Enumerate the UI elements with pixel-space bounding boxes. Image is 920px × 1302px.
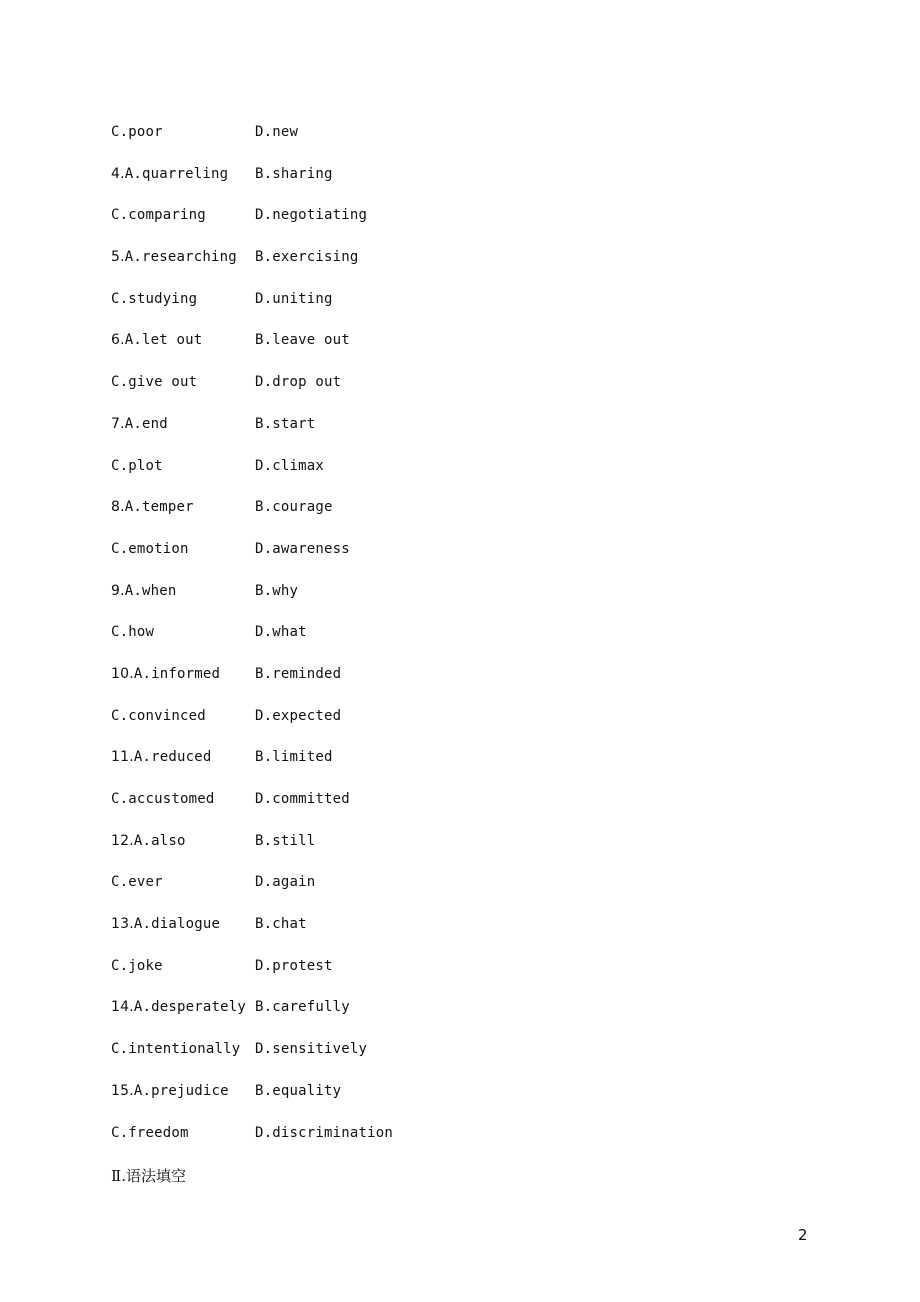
option-text: C.studying xyxy=(111,290,198,307)
option-right: D.negotiating xyxy=(255,207,368,224)
option-left xyxy=(111,163,228,185)
option-row xyxy=(111,955,531,997)
option-left xyxy=(111,1122,189,1144)
question-row xyxy=(111,496,531,538)
option-text: C.accustomed xyxy=(111,791,215,807)
question-number: 4. xyxy=(111,165,125,182)
option-text: C.poor xyxy=(111,124,163,140)
option-text: A.dialogue xyxy=(133,916,221,933)
question-row xyxy=(111,830,531,872)
option-row xyxy=(111,204,531,246)
option-text: A.end xyxy=(124,415,168,432)
option-left xyxy=(111,705,206,727)
question-number: 12. xyxy=(111,832,134,849)
option-text: C.give out xyxy=(111,374,198,391)
question-number: 8. xyxy=(111,499,125,516)
section-heading: Ⅱ.语法填空 xyxy=(111,1167,186,1185)
option-right: B.equality xyxy=(255,1082,342,1099)
option-right: B.chat xyxy=(255,916,307,933)
page-number: 2 xyxy=(798,1226,808,1244)
option-left xyxy=(111,580,177,602)
option-left xyxy=(111,788,215,810)
option-right: D.discrimination xyxy=(255,1124,394,1141)
question-row xyxy=(111,163,531,205)
option-row xyxy=(111,788,531,830)
option-right: D.committed xyxy=(255,791,350,807)
option-text: C.emotion xyxy=(111,540,189,557)
question-row xyxy=(111,746,531,788)
option-left xyxy=(111,955,163,977)
question-number: 5. xyxy=(111,249,125,266)
option-text: A.temper xyxy=(124,499,194,516)
option-left xyxy=(111,413,168,435)
option-right: B.start xyxy=(255,415,316,432)
option-row xyxy=(111,1122,531,1164)
option-right: D.climax xyxy=(255,457,325,474)
option-text: A.desperately xyxy=(133,999,247,1016)
option-text: A.researching xyxy=(124,249,237,266)
option-text: C.comparing xyxy=(111,207,206,224)
option-left xyxy=(111,913,220,935)
question-number: 7. xyxy=(111,415,125,432)
option-right: D.drop out xyxy=(255,374,342,391)
option-row xyxy=(111,371,531,413)
option-left xyxy=(111,455,163,477)
option-row xyxy=(111,871,531,913)
option-row xyxy=(111,288,531,330)
option-right: B.still xyxy=(255,832,316,849)
option-text: A.prejudice xyxy=(133,1082,229,1099)
question-row xyxy=(111,329,531,371)
option-right: B.sharing xyxy=(255,165,333,182)
option-text: A.when xyxy=(124,582,177,599)
option-row xyxy=(111,121,531,163)
question-number: 11. xyxy=(111,749,134,766)
question-number: 10. xyxy=(111,665,134,682)
option-row xyxy=(111,538,531,580)
question-number: 9. xyxy=(111,582,125,599)
option-text: A.informed xyxy=(133,665,221,682)
question-number: 6. xyxy=(111,332,125,349)
option-text: C.joke xyxy=(111,957,163,974)
option-right: B.why xyxy=(255,582,299,599)
option-right: B.carefully xyxy=(255,999,350,1016)
option-left xyxy=(111,663,220,685)
option-row xyxy=(111,1038,531,1080)
option-right: D.what xyxy=(255,624,307,641)
option-text: A.also xyxy=(133,832,186,849)
option-left xyxy=(111,329,202,351)
option-row xyxy=(111,455,531,497)
answer-options-list xyxy=(111,121,531,1163)
option-left xyxy=(111,204,206,226)
option-right: B.leave out xyxy=(255,332,350,349)
option-left xyxy=(111,288,197,310)
option-right: D.awareness xyxy=(255,540,350,557)
option-left xyxy=(111,996,246,1018)
option-right: D.again xyxy=(255,874,316,891)
question-row xyxy=(111,996,531,1038)
question-row xyxy=(111,913,531,955)
option-row xyxy=(111,621,531,663)
option-left xyxy=(111,830,186,852)
option-row xyxy=(111,705,531,747)
option-left xyxy=(111,621,154,643)
option-left xyxy=(111,371,197,393)
question-number: 13. xyxy=(111,916,134,933)
question-number: 14. xyxy=(111,999,134,1016)
option-right: B.exercising xyxy=(255,249,359,266)
option-right: D.expected xyxy=(255,707,342,724)
option-text: A.reduced xyxy=(133,749,212,766)
option-left xyxy=(111,538,189,560)
option-right: B.limited xyxy=(255,749,333,766)
option-right: D.new xyxy=(255,124,299,140)
option-text: C.ever xyxy=(111,874,163,891)
option-text: A.quarreling xyxy=(124,165,229,182)
option-left xyxy=(111,871,163,893)
option-right: D.sensitively xyxy=(255,1041,368,1058)
option-right: D.protest xyxy=(255,957,333,974)
question-row xyxy=(111,413,531,455)
option-left xyxy=(111,246,237,268)
option-right: B.courage xyxy=(255,499,333,516)
option-right: D.uniting xyxy=(255,290,333,307)
option-text: C.freedom xyxy=(111,1124,189,1141)
option-text: A.let out xyxy=(124,332,203,349)
question-number: 15. xyxy=(111,1082,134,1099)
question-row xyxy=(111,1080,531,1122)
question-row xyxy=(111,663,531,705)
option-left xyxy=(111,496,194,518)
option-text: C.convinced xyxy=(111,707,206,724)
option-left xyxy=(111,121,163,143)
question-row xyxy=(111,580,531,622)
option-left xyxy=(111,746,212,768)
question-row xyxy=(111,246,531,288)
option-right: B.reminded xyxy=(255,665,342,682)
option-left xyxy=(111,1080,229,1102)
option-left xyxy=(111,1038,240,1060)
option-text: C.intentionally xyxy=(111,1041,241,1058)
option-text: C.plot xyxy=(111,457,163,474)
option-text: C.how xyxy=(111,624,155,641)
